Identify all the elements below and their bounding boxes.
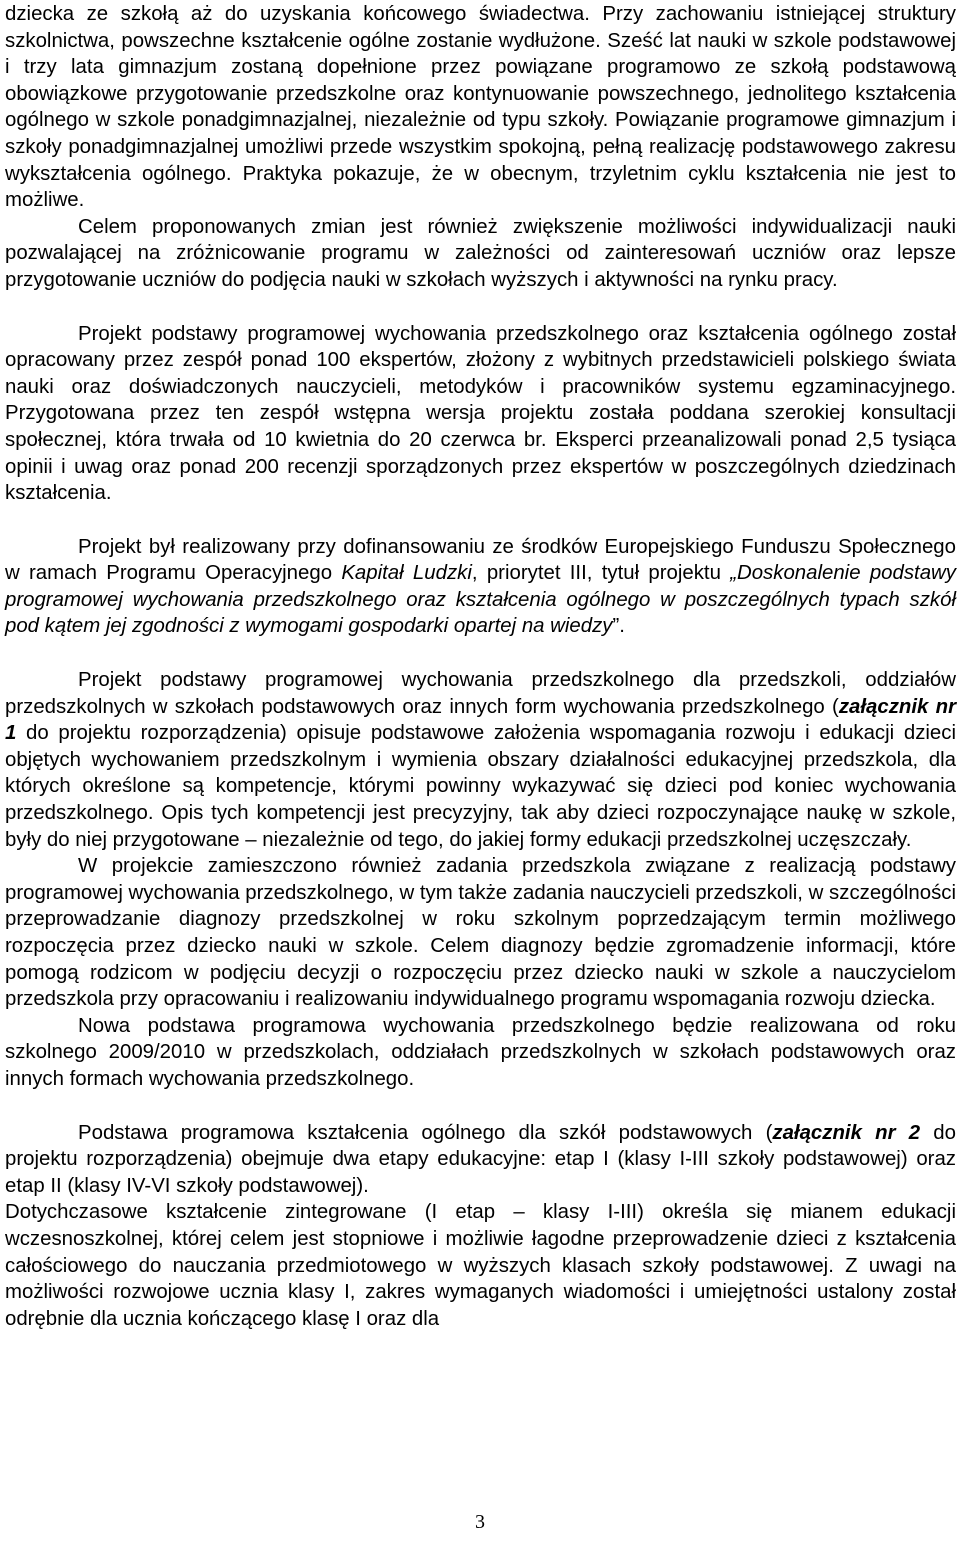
attachment-1-reference: załącznik nr 1 [5,695,957,745]
paragraph-5-text: do projektu rozporządzenia) opisuje podstawowe założenia wspomagania rozwoju i edukacji dzieci objętych wychowaniem przedszkolnym i wymienia obszary działalności edukacyjnej przedszkola, dla których określone są kompetencje, którymi powinny wykazywać się dzieci pod koniec wychowania przedszkolnego. Opis tych kompetencji jest precyzyjny, tak aby dzieci rozpoczynające naukę w szkole, były do niej przygotowane – niezależnie od tego, do jakiej formy edukacji przedszkolnej uczęszczały. [5,722,956,851]
paragraph-8-text: do projektu rozporządzenia) obejmuje dwa etapy edukacyjne: etap I (klasy I-III szkoły podstawowej) oraz etap II (klasy IV-VI szkoły podstawowej). [5,1121,956,1197]
paragraph-5 [5,667,956,853]
paragraph-5-text: Projekt podstawy programowej wychowania przedszkolnego dla przedszkoli, oddziałów przedszkolnych w szkołach podstawowych oraz innych form wychowania przedszkolnego ( [5,669,956,718]
project-title: „Doskonalenie podstawy programowej wychowania przedszkolnego oraz kształcenia ogólnego w poszczególnych typach szkół pod kątem jej zgodności z wymogami gospodarki opartej na wiedzy [5,562,956,638]
paragraph-spacer [5,507,956,534]
document-body [5,1,956,1332]
attachment-2-reference: załącznik nr 2 [772,1121,921,1144]
paragraph-8 [5,1120,956,1200]
paragraph-8-text: Podstawa programowa kształcenia ogólnego dla szkół podstawowych ( [78,1121,773,1144]
paragraph-spacer [5,294,956,321]
paragraph-6: W projekcie zamieszczono również zadania przedszkola związane z realizacją podstawy programowej wychowania przedszkolnego, w tym także zadania nauczycieli przedszkoli, w szczególności przeprowadzanie diagnozy przedszkolnej w roku szkolnym poprzedzającym termin możliwego rozpoczęcia przez dziecko nauki w szkole. Celem diagnozy będzie zgromadzenie informacji, które pomogą rodzicom w podjęciu decyzji o rozpoczęciu przez dziecko nauki w szkole a nauczycielom przedszkola przy opracowaniu i realizowaniu indywidualnego programu wspomagania rozwoju dziecka. [5,855,956,1011]
paragraph-4 [5,534,956,640]
paragraph-7: Nowa podstawa programowa wychowania przedszkolnego będzie realizowana od roku szkolnego 2009/2010 w przedszkolach, oddziałach przedszkolnych w szkołach podstawowych oraz innych formach wychowania przedszkolnego. [5,1014,956,1090]
paragraph-9: Dotychczasowe kształcenie zintegrowane (I etap – klasy I-III) określa się mianem edukacji wczesnoszkolnej, której celem jest stopniowe i możliwie łagodne przeprowadzenie dzieci z kształcenia całościowego do nauczania przedmiotowego w wyższych klasach szkoły podstawowej. Z uwagi na możliwości rozwojowe ucznia klasy I, zakres wymaganych wiadomości i umiejętności ustalony został odrębnie dla ucznia kończącego klasę I oraz dla [5,1201,956,1330]
page-number: 3 [475,1511,485,1533]
paragraph-spacer [5,640,956,667]
paragraph-spacer [5,1093,956,1120]
program-name: Kapitał Ludzki [341,562,472,585]
paragraph-3: Projekt podstawy programowej wychowania przedszkolnego oraz kształcenia ogólnego został opracowany przez zespół ponad 100 ekspertów, złożony z wybitnych przedstawicieli polskiego świata nauki oraz doświadczonych nauczycieli, metodyków i pracowników systemu egzaminacyjnego. Przygotowana przez ten zespół wstępna wersja projektu została poddana szerokiej konsultacji społecznej, która trwała od 10 kwietnia do 20 czerwca br. Eksperci przeanalizowali ponad 2,5 tysiąca opinii i uwag oraz ponad 200 recenzji sporządzonych przez ekspertów w poszczególnych dziedzinach kształcenia. [5,322,956,505]
paragraph-2: Celem proponowanych zmian jest również zwiększenie możliwości indywidualizacji nauki pozwalającej na zróżnicowanie programu w zależności od zainteresowań uczniów oraz lepsze przygotowanie uczniów do podjęcia nauki w szkołach wyższych i aktywności na rynku pracy. [5,215,956,291]
paragraph-4-text: Projekt był realizowany przy dofinansowaniu ze środków Europejskiego Funduszu Społecznego w ramach Programu Operacyjnego [5,535,956,585]
paragraph-1: dziecka ze szkołą aż do uzyskania końcowego świadectwa. Przy zachowaniu istniejącej struktury szkolnictwa, powszechne kształcenie ogólne zostanie wydłużone. Sześć lat nauki w szkole podstawowej i trzy lata gimnazjum zostaną dopełnione przez powiązane programowo ze szkołą podstawową obowiązkowe przygotowanie przedszkolne oraz kontynuowanie powszechnego, jednolitego kształcenia ogólnego w szkole ponadgimnazjalnej, niezależnie od typu szkoły. Powiązanie programowe gimnazjum i szkoły ponadgimnazjalnej umożliwi przede wszystkim spokojną, pełną realizację podstawowego zakresu wykształcenia ogólnego. Praktyka pokazuje, że w obecnym, trzyletnim cyklu kształcenia nie jest to możliwe. [5,3,956,212]
paragraph-4-text: ”. [612,615,625,638]
paragraph-4-text: , priorytet III, tytuł projektu [471,562,731,585]
